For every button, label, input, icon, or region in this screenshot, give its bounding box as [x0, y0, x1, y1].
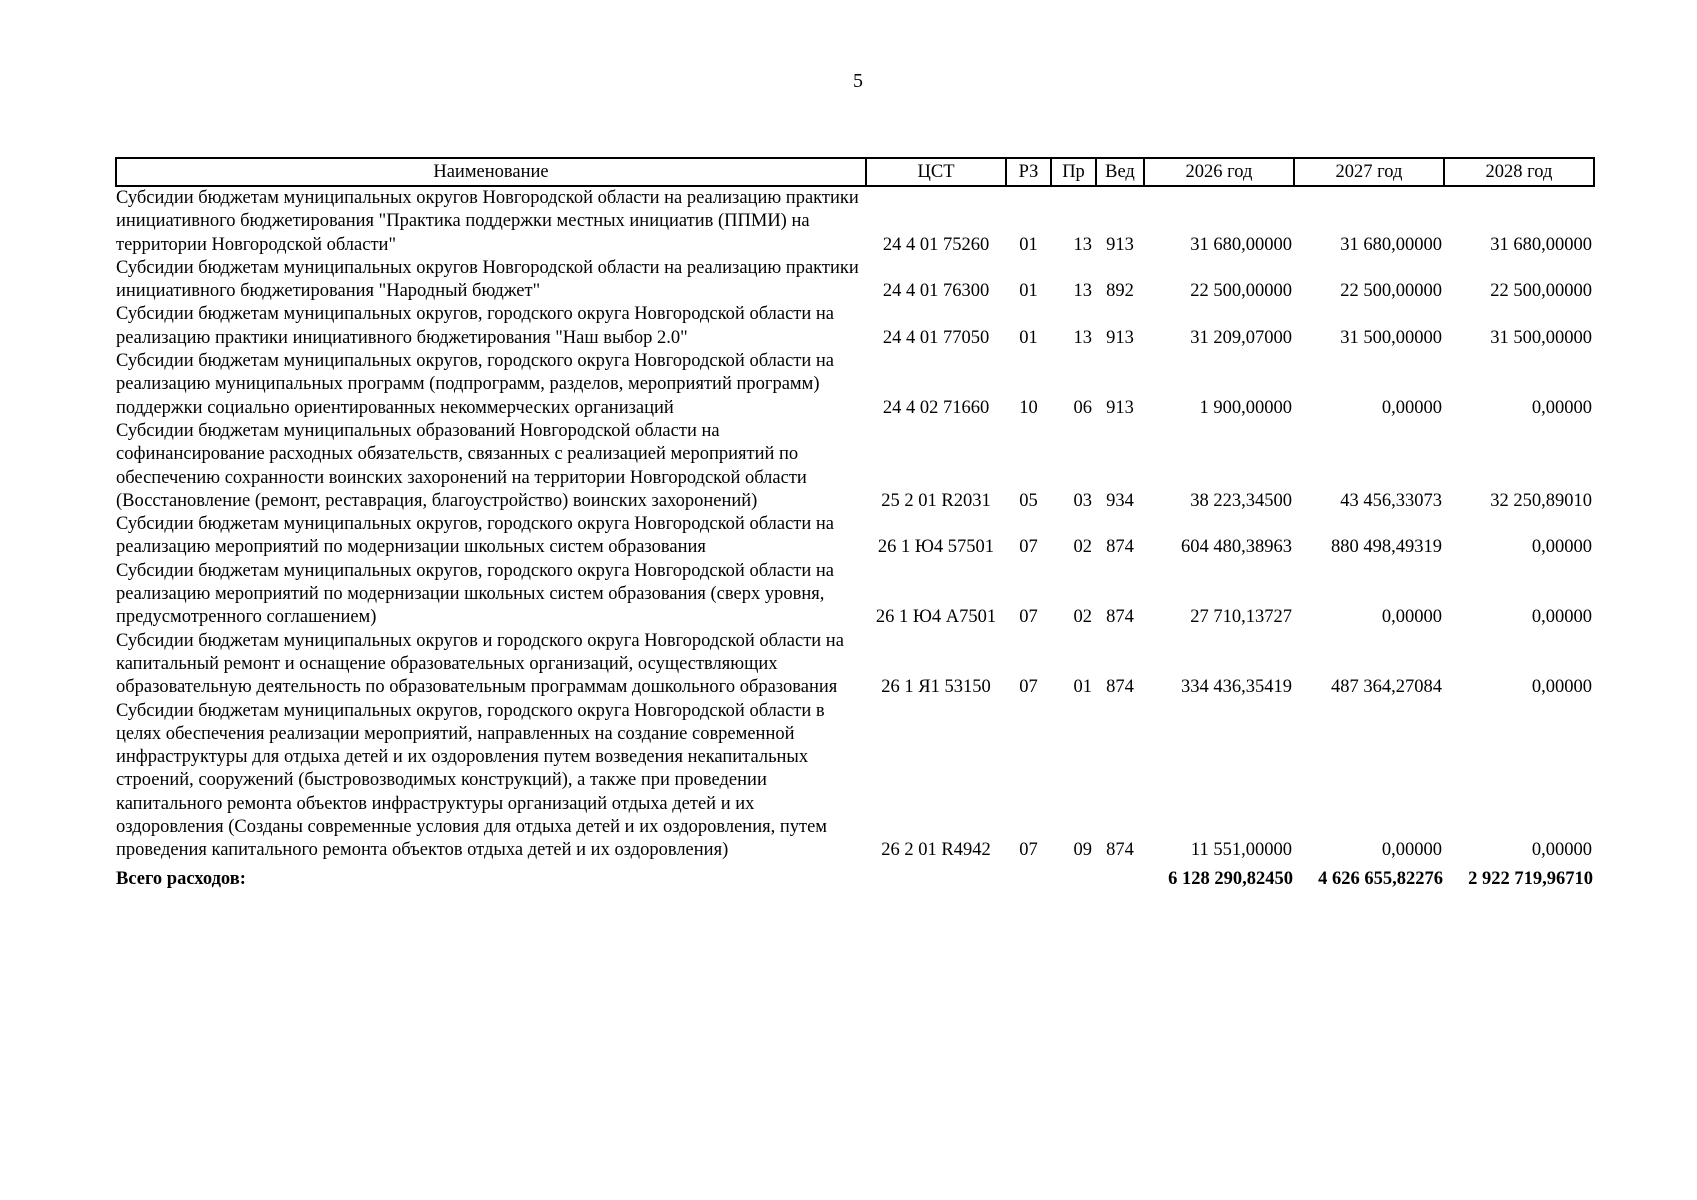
- row-ved: 913: [1106, 327, 1134, 348]
- row-name: Субсидии бюджетам муниципальных округов, городского округа Новгородской области на реализацию мероприятий по модернизации школьных систем образования (сверх уровня, предусмотренного соглашением): [116, 560, 835, 628]
- row-2026: 38 223,34500: [1190, 490, 1292, 511]
- table-header: [116, 158, 1594, 186]
- row-rz: 01: [1019, 234, 1038, 255]
- row-cst: 26 1 Ю4 А7501: [875, 607, 997, 628]
- row-2027: 31 500,00000: [1340, 327, 1442, 348]
- row-2026: 11 551,00000: [1190, 840, 1292, 861]
- total-2027: 4 626 655,82276: [1318, 868, 1443, 889]
- row-rz: 01: [1019, 327, 1038, 348]
- row-rz: 07: [1019, 607, 1038, 628]
- row-2027: 880 498,49319: [1331, 537, 1442, 558]
- row-2028: 22 500,00000: [1490, 281, 1592, 302]
- header-name: Наименование: [116, 158, 866, 186]
- row-2027: 0,00000: [1381, 397, 1442, 418]
- row-rz: 07: [1019, 677, 1038, 698]
- row-2027: 43 456,33073: [1340, 490, 1442, 511]
- total-2026: 6 128 290,82450: [1168, 868, 1293, 889]
- header-2026: 2026 год: [1144, 158, 1294, 186]
- row-cst: 26 1 Я1 53150: [881, 677, 991, 698]
- row-2028: 31 680,00000: [1490, 234, 1592, 255]
- header-cst: ЦСТ: [866, 158, 1006, 186]
- budget-table: [115, 157, 1595, 891]
- row-ved: 874: [1106, 677, 1134, 698]
- table-row: [116, 630, 1594, 700]
- row-2027: 0,00000: [1381, 607, 1442, 628]
- header-rz: РЗ: [1006, 158, 1051, 186]
- header-2027: 2027 год: [1294, 158, 1444, 186]
- row-name: Субсидии бюджетам муниципальных округов, городского округа Новгородской области на реализацию муниципальных программ (подпрограмм, разделов, мероприятий программ) поддержки социально ориентированных некоммерческих организаций: [116, 351, 835, 418]
- page-number: 5: [853, 70, 863, 92]
- row-ved: 874: [1106, 840, 1134, 861]
- header-2028: 2028 год: [1444, 158, 1594, 186]
- row-cst: 26 1 Ю4 57501: [877, 537, 995, 558]
- row-cst: 25 2 01 R2031: [881, 490, 991, 511]
- table-row: [116, 303, 1594, 350]
- row-rz: 07: [1019, 840, 1038, 861]
- row-name: Субсидии бюджетам муниципальных округов, городского округа Новгородской области на реализацию практики инициативного бюджетирования "Наш выбор 2.0": [116, 304, 835, 348]
- row-rz: 01: [1019, 281, 1038, 302]
- total-2028: 2 922 719,96710: [1468, 868, 1593, 889]
- table-body: [116, 186, 1594, 891]
- row-2027: 0,00000: [1381, 840, 1442, 861]
- row-ved: 913: [1106, 397, 1134, 418]
- row-2028: 31 500,00000: [1490, 327, 1592, 348]
- row-2028: 0,00000: [1531, 607, 1592, 628]
- row-2026: 31 209,07000: [1190, 327, 1292, 348]
- row-2028: 0,00000: [1531, 677, 1592, 698]
- row-2028: 0,00000: [1531, 537, 1592, 558]
- row-cst: 24 4 01 76300: [882, 281, 990, 302]
- row-pr: 06: [1073, 397, 1092, 418]
- row-2026: 334 436,35419: [1181, 677, 1292, 698]
- header-ved: Вед: [1096, 158, 1144, 186]
- row-name: Субсидии бюджетам муниципальных округов, городского округа Новгородской области в целях обеспечения реализации мероприятий, направленных на создание современной инфраструктуры для отдыха детей и их оздоровления путем возведения некапитальных строений, сооружений (быстровозводимых конструкций), а также при проведении капитального ремонта объектов инфраструктуры организаций отдыха детей и их оздоровления (Созданы современные условия для отдыха детей и их оздоровления, путем проведения капитального ремонта объектов отдыха детей и их оздоровления): [116, 700, 828, 861]
- row-2026: 604 480,38963: [1181, 537, 1292, 558]
- row-name: Субсидии бюджетам муниципальных округов и городского округа Новгородской области на капитальный ремонт и оснащение образовательных организаций, осуществляющих образовательную деятельность по образовательным программам дошкольного образования: [116, 630, 844, 698]
- row-name: Субсидии бюджетам муниципальных округов Новгородской области на реализацию практики инициативного бюджетирования "Практика поддержки местных инициатив (ППМИ) на территории Новгородской области": [116, 188, 859, 255]
- row-cst: 24 4 02 71660: [882, 397, 990, 418]
- row-name: Субсидии бюджетам муниципальных округов Новгородской области на реализацию практики инициативного бюджетирования "Народный бюджет": [116, 257, 859, 302]
- row-pr: 03: [1073, 490, 1092, 511]
- row-rz: 07: [1019, 537, 1038, 558]
- row-ved: 913: [1106, 234, 1134, 255]
- total-label: Всего расходов:: [116, 868, 246, 889]
- row-cst: 24 4 01 77050: [882, 327, 990, 348]
- row-ved: 892: [1106, 281, 1134, 302]
- row-pr: 01: [1073, 677, 1092, 698]
- row-pr: 09: [1073, 840, 1092, 861]
- row-2027: 487 364,27084: [1331, 677, 1442, 698]
- row-ved: 874: [1106, 537, 1134, 558]
- table-row: [116, 257, 1594, 304]
- row-cst: 24 4 01 75260: [882, 234, 990, 255]
- row-2026: 22 500,00000: [1190, 281, 1292, 302]
- row-2027: 31 680,00000: [1340, 234, 1442, 255]
- row-pr: 13: [1073, 327, 1092, 348]
- total-row: [116, 863, 1594, 891]
- row-2028: 32 250,89010: [1490, 490, 1592, 511]
- row-pr: 13: [1073, 281, 1092, 302]
- row-name: Субсидии бюджетам муниципальных округов, городского округа Новгородской области на реализацию мероприятий по модернизации школьных систем образования: [116, 514, 835, 558]
- row-2027: 22 500,00000: [1340, 281, 1442, 302]
- row-2026: 27 710,13727: [1190, 607, 1292, 628]
- row-cst: 26 2 01 R4942: [881, 840, 991, 861]
- row-pr: 02: [1073, 537, 1092, 558]
- row-2026: 31 680,00000: [1190, 234, 1292, 255]
- table-row: [116, 420, 1594, 513]
- table-row: [116, 700, 1594, 863]
- row-pr: 02: [1073, 607, 1092, 628]
- table-row: [116, 560, 1594, 630]
- table-row: [116, 513, 1594, 560]
- row-name: Субсидии бюджетам муниципальных образований Новгородской области на софинансирование расходных обязательств, связанных с реализацией мероприятий по обеспечению сохранности воинских захоронений на территории Новгородской области (Восстановление (ремонт, реставрация, благоустройство) воинских захоронений): [116, 420, 807, 511]
- row-2026: 1 900,00000: [1199, 397, 1292, 418]
- row-ved: 934: [1106, 490, 1134, 511]
- header-pr: Пр: [1051, 158, 1096, 186]
- row-rz: 05: [1019, 490, 1038, 511]
- row-2028: 0,00000: [1531, 840, 1592, 861]
- row-rz: 10: [1019, 397, 1038, 418]
- row-ved: 874: [1106, 607, 1134, 628]
- table-row: [116, 350, 1594, 420]
- row-pr: 13: [1073, 234, 1092, 255]
- row-2028: 0,00000: [1531, 397, 1592, 418]
- table-row: [116, 186, 1594, 257]
